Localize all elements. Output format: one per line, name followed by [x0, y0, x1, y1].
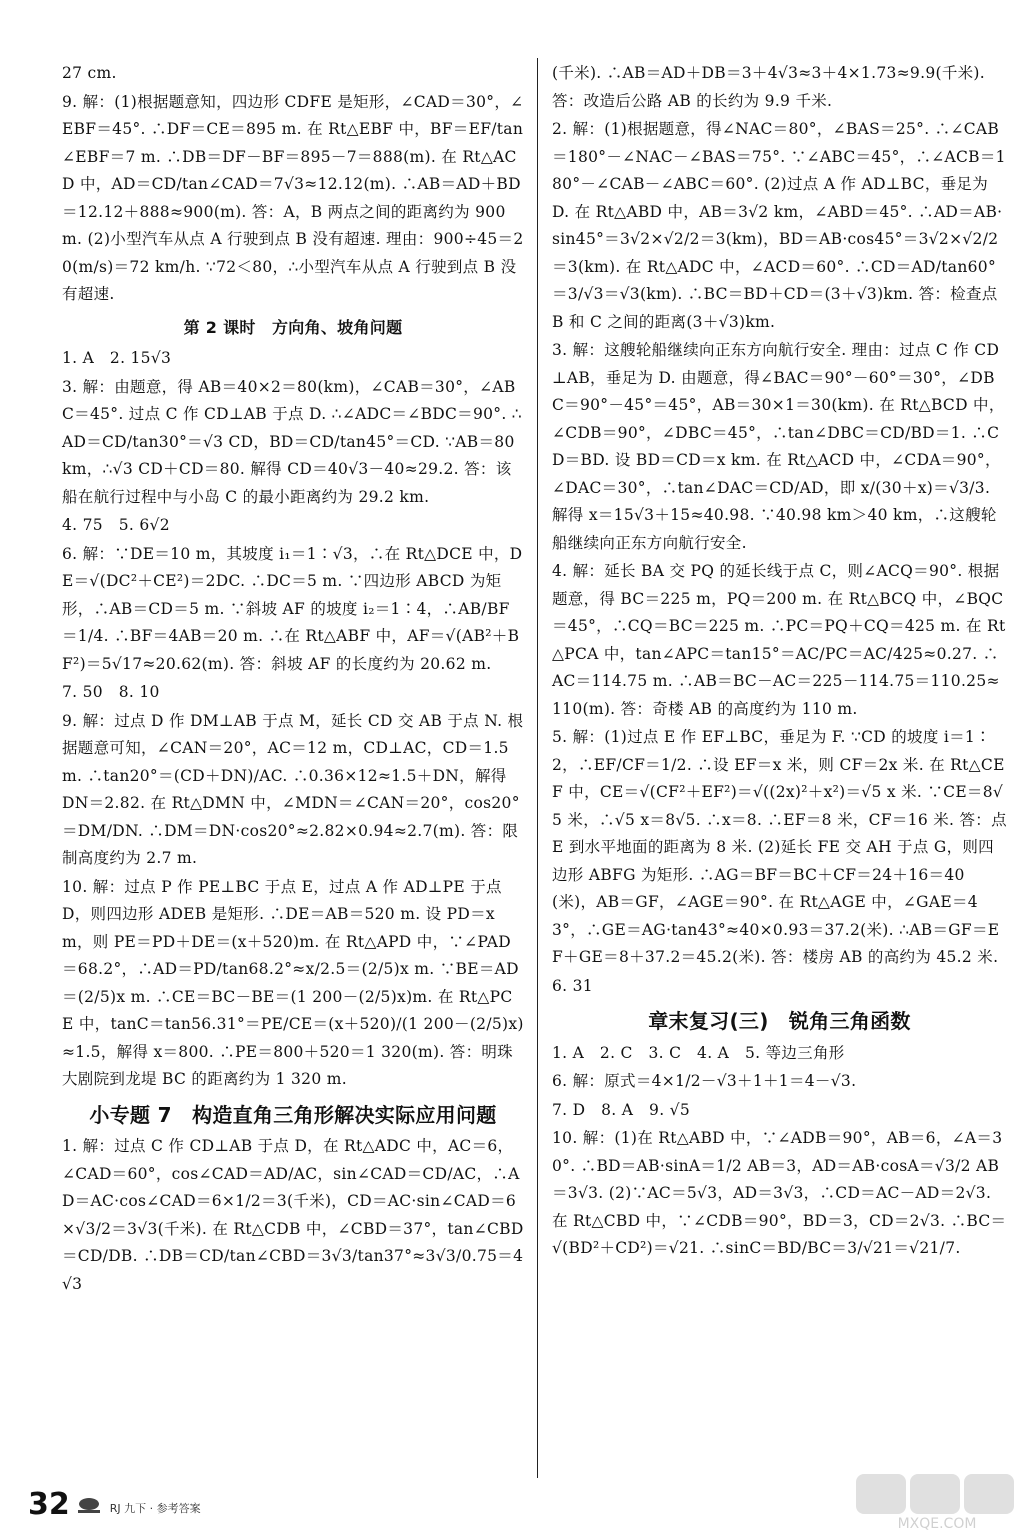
- answer-paragraph: 2. 解：(1)根据题意，得∠NAC＝80°，∠BAS＝25°. ∴∠CAB＝180°－∠NAC－∠BAS＝75°. ∵∠ABC＝45°，∴∠ACB＝180°－∠CAB－∠ABC＝60°. (2)过点 A 作 AD⊥BC，垂足为 D. 在 Rt△ABD 中，AB＝3√2 km，∠ABD＝45°. ∴AD＝AB·sin45°＝3√2×√2/2＝3(km)，BD＝AB·cos45°＝3√2×√2/2＝3(km). 在 Rt△ADC 中，∠ACD＝60°. ∴CD＝AD/tan60°＝3/√3＝√3(km). ∴BC＝BD＋CD＝(3＋√3)km. 答：检查点 B 和 C 之间的距离(3＋√3)km.: [552, 120, 1006, 331]
- answer-paragraph: 1. A 2. C 3. C 4. A 5. 等边三角形: [552, 1043, 845, 1062]
- right-column: [552, 60, 1007, 1264]
- answer-paragraph: 1. A 2. 15√3: [62, 349, 172, 367]
- publisher-logo-icon: [74, 1496, 104, 1516]
- answer-paragraph: 4. 75 5. 6√2: [62, 516, 170, 534]
- answer-paragraph: 27 cm.: [62, 64, 117, 82]
- answer-paragraph: 10. 解：(1)在 Rt△ABD 中，∵∠ADB＝90°，AB＝6，∠A＝30°. ∴BD＝AB·sinA＝1/2 AB＝3，AD＝AB·cosA＝√3/2 AB＝3√3. (2)∵AC＝5√3，AD＝3√3，∴CD＝AC－AD＝2√3. 在 Rt△CBD 中，∵∠CDB＝90°，BD＝3，CD＝2√3. ∴BC＝√(BD²＋CD²)＝√21. ∴sinC＝BD/BC＝3/√21＝√21/7.: [552, 1129, 1007, 1257]
- answer-paragraph: 4. 解：延长 BA 交 PQ 的延长线于点 C，则∠ACQ＝90°. 根据题意，得 BC＝225 m，PQ＝200 m. 在 Rt△BCQ 中，∠BQC＝45°，∴CQ＝BC＝225 m. ∴PC＝PQ＋CQ＝425 m. 在 Rt△PCA 中，tan∠APC＝tan15°＝AC/PC＝AC/425≈0.27. ∴AC＝114.75 m. ∴AB＝BC－AC＝225－114.75＝110.25≈110(m). 答：奇楼 AB 的高度约为 110 m.: [552, 562, 1006, 718]
- left-column: [62, 60, 524, 1299]
- answer-paragraph: 9. 解：(1)根据题意知，四边形 CDFE 是矩形，∠CAD＝30°，∠EBF＝45°. ∴DF＝CE＝895 m. 在 Rt△EBF 中，BF＝EF/tan∠EBF＝7 m. ∴DB＝DF－BF＝895－7＝888(m). 在 Rt△ACD 中，AD＝CD/tan∠CAD＝7√3≈12.12(m). ∴AB＝AD＋BD＝12.12＋888≈900(m). 答：A，B 两点之间的距离约为 900 m. (2)小型汽车从点 A 行驶到点 B 没有超速. 理由：900÷45＝20(m/s)＝72 km/h. ∵72＜80，∴小型汽车从点 A 行驶到点 B 没有超速.: [62, 92, 524, 303]
- answer-paragraph: 3. 解：这艘轮船继续向正东方向航行安全. 理由：过点 C 作 CD⊥AB，垂足为 D. 由题意，得∠BAC＝90°－60°＝30°，∠DBC＝90°－45°＝45°，AB＝30×1＝30(km). 在 Rt△BCD 中，∠CDB＝90°，∠DBC＝45°，∴tan∠DBC＝CD/BD＝1. ∴CD＝BD. 设 BD＝CD＝x km. 在 Rt△ACD 中，∠CDA＝90°，∠DAC＝30°，∴tan∠DAC＝CD/AD，即 x/(30＋x)＝√3/3. 解得 x＝15√3＋15≈40.98. ∵40.98 km＞40 km，∴这艘轮船继续向正东方向航行安全.: [552, 341, 1005, 552]
- answer-paragraph: 9. 解：过点 D 作 DM⊥AB 于点 M，延长 CD 交 AB 于点 N. 根据题意可知，∠CAN＝20°，AC＝12 m，CD⊥AC，CD＝1.5 m. ∴tan20°＝(CD＋DN)/AC. ∴0.36×12≈1.5＋DN，解得 DN＝2.82. 在 Rt△DMN 中，∠MDN＝∠CAN＝20°，cos20°＝DM/DN. ∴DM＝DN·cos20°≈2.82×0.94≈2.7(m). 答：限制高度约为 2.7 m.: [62, 711, 524, 867]
- answer-paragraph: 6. 31: [552, 976, 593, 995]
- page-number: 32: [28, 1487, 70, 1522]
- answer-paragraph: 1. 解：过点 C 作 CD⊥AB 于点 D，在 Rt△ADC 中，AC＝6，∠CAD＝60°，cos∠CAD＝AD/AC，sin∠CAD＝CD/AC，∴AD＝AC·cos∠CAD＝6×1/2＝3(千米)，CD＝AC·sin∠CAD＝6×√3/2＝3√3(千米). 在 Rt△CDB 中，∠CBD＝37°，tan∠CBD＝CD/DB. ∴DB＝CD/tan∠CBD＝3√3/tan37°≈3√3/0.75＝4√3: [62, 1137, 524, 1293]
- answer-paragraph: (千米). ∴AB＝AD＋DB＝3＋4√3≈3＋4×1.73≈9.9(千米). 答：改造后公路 AB 的长约为 9.9 千米.: [552, 64, 986, 110]
- section-heading: 小专题 7 构造直角三角形解决实际应用问题: [89, 1102, 497, 1127]
- answer-paragraph: 6. 解：原式＝4×1/2－√3＋1＋1＝4－√3.: [552, 1072, 857, 1090]
- footer-label: RJ 九下 · 参考答案: [109, 1502, 201, 1515]
- svg-text:MXQE.COM: MXQE.COM: [897, 1516, 977, 1532]
- answer-paragraph: 3. 解：由题意，得 AB＝40×2＝80(km)，∠CAB＝30°，∠ABC＝45°. 过点 C 作 CD⊥AB 于点 D. ∴∠ADC＝∠BDC＝90°. ∴AD＝CD/tan30°＝√3 CD，BD＝CD/tan45°＝CD. ∵AB＝80 km，∴√3 CD＋CD＝80. 解得 CD＝40√3－40≈29.2. 答：该船在航行过程中与小岛 C 的最小距离约为 29.2 km.: [62, 377, 522, 506]
- watermark-logo: [852, 1470, 1022, 1532]
- page-footer: [28, 1480, 201, 1520]
- answer-paragraph: 10. 解：过点 P 作 PE⊥BC 于点 E，过点 A 作 AD⊥PE 于点 D，则四边形 ADEB 是矩形. ∴DE＝AB＝520 m. 设 PD＝x m，则 PE＝PD＋DE＝(x＋520)m. 在 Rt△APD 中，∵∠PAD＝68.2°，∴AD＝PD/tan68.2°≈x/2.5＝(2/5)x m. ∵BE＝AD＝(2/5)x m. ∴CE＝BC－BE＝(1 200－(2/5)x)m. 在 Rt△PCE 中，tanC＝tan56.31°＝PE/CE＝(x＋520)/(1 200－(2/5)x)≈1.5，解得 x＝800. ∴PE＝800＋520＝1 320(m). 答：明珠大剧院到龙堤 BC 的距离约为 1 320 m.: [62, 877, 524, 1088]
- section-heading: 章末复习(三) 锐角三角函数: [648, 1009, 911, 1033]
- column-divider: [537, 58, 538, 1478]
- answer-paragraph: 7. D 8. A 9. √5: [552, 1100, 691, 1119]
- answer-paragraph: 5. 解：(1)过点 E 作 EF⊥BC，垂足为 F. ∵CD 的坡度 i＝1∶2，∴EF/CF＝1/2. ∴设 EF＝x 米，则 CF＝2x 米. 在 Rt△CEF 中，CE＝√(CF²＋EF²)＝√((2x)²＋x²)＝√5 x 米. ∵CE＝8√5 米，∴√5 x＝8√5. ∴x＝8. ∴EF＝8 米，CF＝16 米. 答：点 E 到水平地面的距离为 8 米. (2)延长 FE 交 AH 于点 G，则四边形 ABFG 为矩形. ∴AG＝BF＝BC＋CF＝24＋16＝40(米)，AB＝GF，∠AGE＝90°. 在 Rt△AGE 中，∠GAE＝43°，∴GE＝AG·tan43°≈40×0.93＝37.2(米). ∴AB＝GF＝EF＋GE＝8＋37.2＝45.2(米). 答：楼房 AB 的高约为 45.2 米.: [552, 728, 1007, 966]
- answer-paragraph: 7. 50 8. 10: [62, 683, 160, 701]
- answer-paragraph: 6. 解：∵DE＝10 m，其坡度 i₁＝1∶√3，∴在 Rt△DCE 中，DE＝√(DC²＋CE²)＝2DC. ∴DC＝5 m. ∵四边形 ABCD 为矩形，∴AB＝CD＝5 m. ∵斜坡 AF 的坡度 i₂＝1∶4，∴AB/BF＝1/4. ∴BF＝4AB＝20 m. ∴在 Rt△ABF 中，AF＝√(AB²＋BF²)＝5√17≈20.62(m). 答：斜坡 AF 的长度约为 20.62 m.: [62, 544, 523, 673]
- subsection-heading: 第 2 课时 方向角、坡角问题: [183, 317, 403, 337]
